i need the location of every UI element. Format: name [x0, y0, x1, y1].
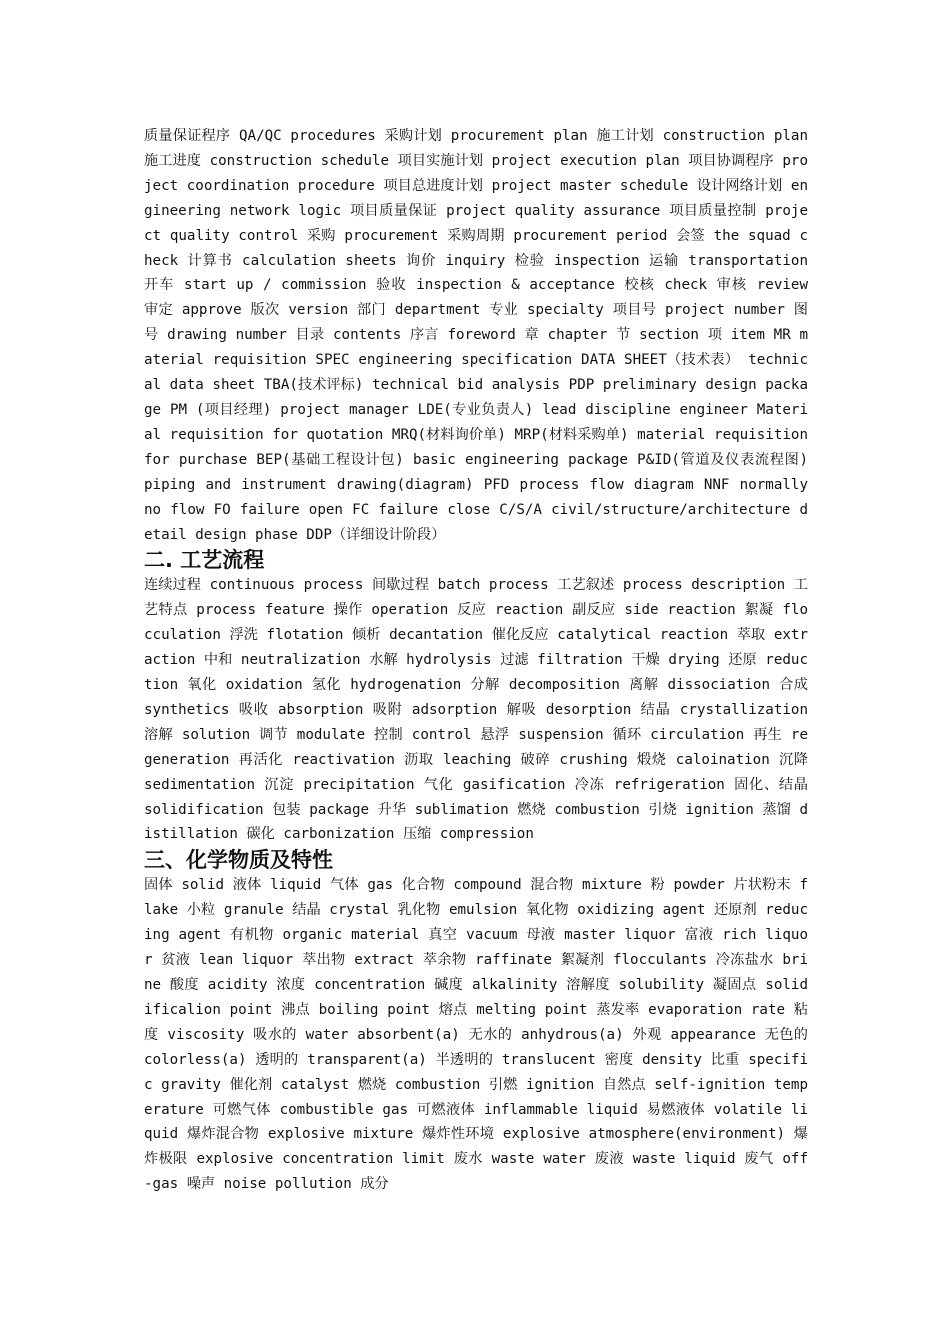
section-heading-chemical-properties: 三、化学物质及特性	[144, 848, 333, 873]
glossary-paragraph-project-management: 质量保证程序 QA/QC procedures 采购计划 procurement plan 施工计划 construction plan 施工进度 construction schedule 项目实施计划 project execution plan 项目协调程序 project coordination procedure 项目总进度计划 project master schedule 设计网络计划 engineering network logic 项目质量保证 project quality assurance 项目质量控制 project quality control 采购 procurement 采购周期 procurement period 会签 the squad check 计算书 calculation sheets 询价 inquiry 检验 inspection 运输 transportation 开车 start up / commission 验收 inspection & acceptance 校核 check 审核 review 审定 approve 版次 version 部门 department 专业 specialty 项目号 project number 图号 drawing number 目录 contents 序言 foreword 章 chapter 节 section 项 item MR material requisition SPEC engineering specification DATA SHEET（技术表） technical data sheet TBA(技术评标) technical bid analysis PDP preliminary design package PM (项目经理) project manager LDE(专业负责人) lead discipline engineer Material requisition for quotation MRQ(材料询价单) MRP(材料采购单) material requisition for purchase BEP(基础工程设计包) basic engineering package P&ID(管道及仪表流程图) piping and instrument drawing(diagram) PFD process flow diagram NNF normally no flow FO failure open FC failure close C/S/A civil/structure/architecture detail design phase DDP（详细设计阶段）	[144, 128, 808, 543]
section-heading-process-flow: 二. 工艺流程	[144, 548, 265, 573]
document-page	[144, 124, 808, 1197]
glossary-paragraph-process-flow: 连续过程 continuous process 间歇过程 batch process 工艺叙述 process description 工艺特点 process feature 操作 operation 反应 reaction 副反应 side reaction 絮凝 flocculation 浮洗 flotation 倾析 decantation 催化反应 catalytical reaction 萃取 extraction 中和 neutralization 水解 hydrolysis 过滤 filtration 干燥 drying 还原 reduction 氧化 oxidation 氢化 hydrogenation 分解 decomposition 离解 dissociation 合成 synthetics 吸收 absorption 吸附 adsorption 解吸 desorption 结晶 crystallization 溶解 solution 调节 modulate 控制 control 悬浮 suspension 循环 circulation 再生 regeneration 再活化 reactivation 沥取 leaching 破碎 crushing 煅烧 caloination 沉降 sedimentation 沉淀 precipitation 气化 gasification 冷冻 refrigeration 固化、结晶 solidification 包装 package 升华 sublimation 燃烧 combustion 引烧 ignition 蒸馏 distillation 碳化 carbonization 压缩 compression	[144, 577, 808, 843]
glossary-paragraph-chemical-properties: 固体 solid 液体 liquid 气体 gas 化合物 compound 混合物 mixture 粉 powder 片状粉末 flake 小粒 granule 结晶 crystal 乳化物 emulsion 氧化物 oxidizing agent 还原剂 reducing agent 有机物 organic material 真空 vacuum 母液 master liquor 富液 rich liquor 贫液 lean liquor 萃出物 extract 萃余物 raffinate 絮凝剂 flocculants 冷冻盐水 brine 酸度 acidity 浓度 concentration 碱度 alkalinity 溶解度 solubility 凝固点 solidificalion point 沸点 boiling point 熔点 melting point 蒸发率 evaporation rate 粘度 viscosity 吸水的 water absorbent(a) 无水的 anhydrous(a) 外观 appearance 无色的 colorless(a) 透明的 transparent(a) 半透明的 translucent 密度 density 比重 specific gravity 催化剂 catalyst 燃烧 combustion 引燃 ignition 自然点 self-ignition temperature 可燃气体 combustible gas 可燃液体 inflammable liquid 易燃液体 volatile liquid 爆炸混合物 explosive mixture 爆炸性环境 explosive atmosphere(environment) 爆炸极限 explosive concentration limit 废水 waste water 废液 waste liquid 废气 off-gas 噪声 noise pollution 成分	[144, 877, 808, 1193]
